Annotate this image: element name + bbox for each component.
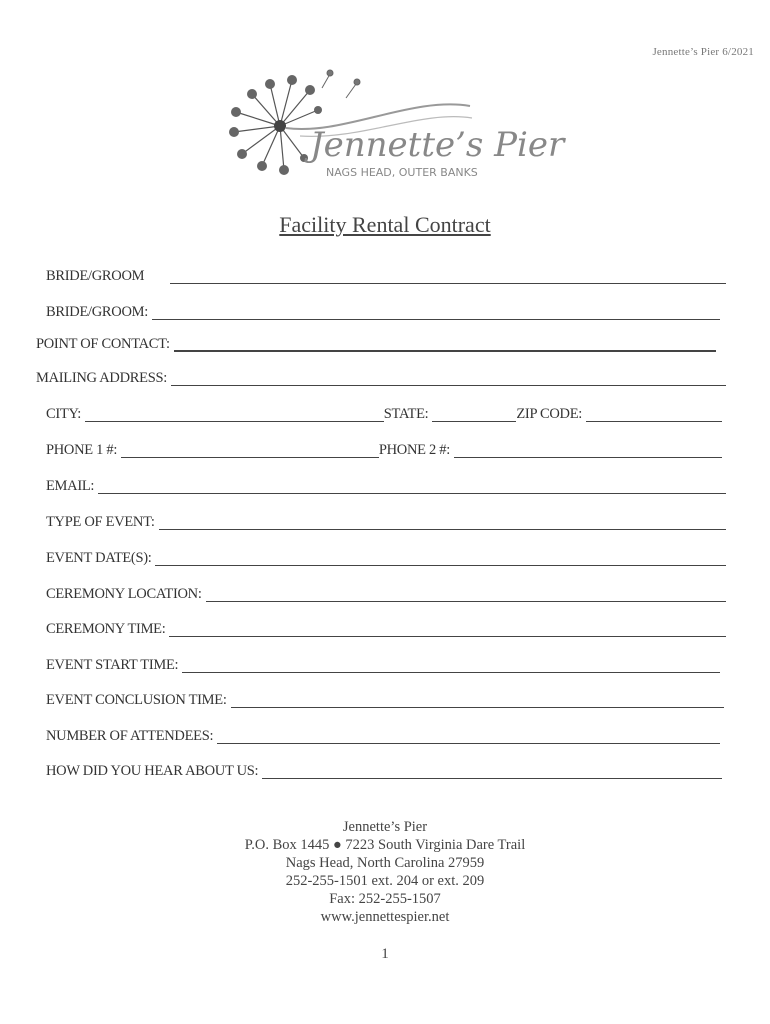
phone2-field[interactable]	[454, 456, 722, 458]
logo-tagline: NAGS HEAD, OUTER BANKS	[326, 166, 478, 179]
bride-groom-2-field[interactable]	[152, 318, 720, 320]
page-number: 1	[381, 946, 389, 962]
logo-wordmark: Jennette’s Pier	[310, 125, 565, 165]
footer-phone: 252-255-1501 ext. 204 or ext. 209	[285, 873, 485, 889]
email-row	[46, 478, 726, 498]
how-did-you-hear-label: HOW DID YOU HEAR ABOUT US:	[46, 763, 259, 779]
point-of-contact-row	[36, 336, 716, 356]
mailing-address-row	[36, 370, 726, 390]
document-reference: Jennette’s Pier 6/2021	[652, 46, 754, 58]
footer-website: www.jennettespier.net	[320, 909, 450, 925]
jennettes-pier-logo	[222, 66, 565, 186]
phone1-field[interactable]	[121, 456, 379, 458]
ceremony-time-field[interactable]	[169, 635, 726, 637]
city-field[interactable]	[85, 420, 384, 422]
phone2-label: PHONE 2 #:	[378, 442, 450, 458]
event-conclusion-time-field[interactable]	[231, 706, 724, 708]
footer-address-line2: Nags Head, North Carolina 27959	[285, 855, 485, 871]
phone1-label: PHONE 1 #:	[46, 442, 118, 458]
bride-groom-1-field[interactable]	[170, 282, 726, 284]
event-start-time-row	[46, 657, 720, 677]
email-field[interactable]	[98, 492, 726, 494]
ceremony-location-row	[46, 586, 726, 606]
point-of-contact-label: POINT OF CONTACT:	[36, 336, 170, 352]
mailing-address-label: MAILING ADDRESS:	[36, 370, 167, 386]
ceremony-location-label: CEREMONY LOCATION:	[46, 586, 202, 602]
state-label: STATE:	[383, 406, 429, 422]
ceremony-time-row	[46, 621, 726, 641]
city-label: CITY:	[46, 406, 82, 422]
number-of-attendees-row	[46, 728, 720, 748]
point-of-contact-field[interactable]	[174, 349, 716, 352]
footer-name: Jennette’s Pier	[342, 819, 428, 835]
contact-footer	[0, 818, 770, 926]
ceremony-location-field[interactable]	[206, 600, 726, 602]
ceremony-time-label: CEREMONY TIME:	[46, 621, 166, 637]
event-start-time-field[interactable]	[182, 671, 720, 673]
footer-address-line1: P.O. Box 1445 ● 7223 South Virginia Dare Trail	[244, 837, 526, 853]
zip-field[interactable]	[586, 420, 722, 422]
type-of-event-row	[46, 514, 726, 534]
city-state-zip-row	[46, 406, 722, 426]
email-label: EMAIL:	[46, 478, 95, 494]
footer-fax: Fax: 252-255-1507	[329, 891, 441, 907]
bride-groom-1-row	[46, 268, 726, 288]
how-did-you-hear-field[interactable]	[262, 777, 722, 779]
event-conclusion-time-row	[46, 692, 724, 712]
event-dates-row	[46, 550, 726, 570]
type-of-event-field[interactable]	[159, 528, 726, 530]
event-conclusion-time-label: EVENT CONCLUSION TIME:	[46, 692, 227, 708]
page-title: Facility Rental Contract	[279, 212, 491, 237]
zip-label: ZIP CODE:	[516, 406, 582, 422]
how-did-you-hear-row	[46, 763, 722, 783]
event-dates-label: EVENT DATE(S):	[46, 550, 152, 566]
bride-groom-2-row	[46, 304, 720, 324]
bride-groom-2-label: BRIDE/GROOM:	[46, 304, 148, 320]
phone-row	[46, 442, 722, 462]
bride-groom-1-label: BRIDE/GROOM	[46, 268, 145, 284]
number-of-attendees-field[interactable]	[217, 742, 720, 744]
event-start-time-label: EVENT START TIME:	[46, 657, 179, 673]
event-dates-field[interactable]	[155, 564, 726, 566]
number-of-attendees-label: NUMBER OF ATTENDEES:	[46, 728, 214, 744]
type-of-event-label: TYPE OF EVENT:	[46, 514, 155, 530]
state-field[interactable]	[432, 420, 516, 422]
mailing-address-field[interactable]	[171, 384, 726, 386]
